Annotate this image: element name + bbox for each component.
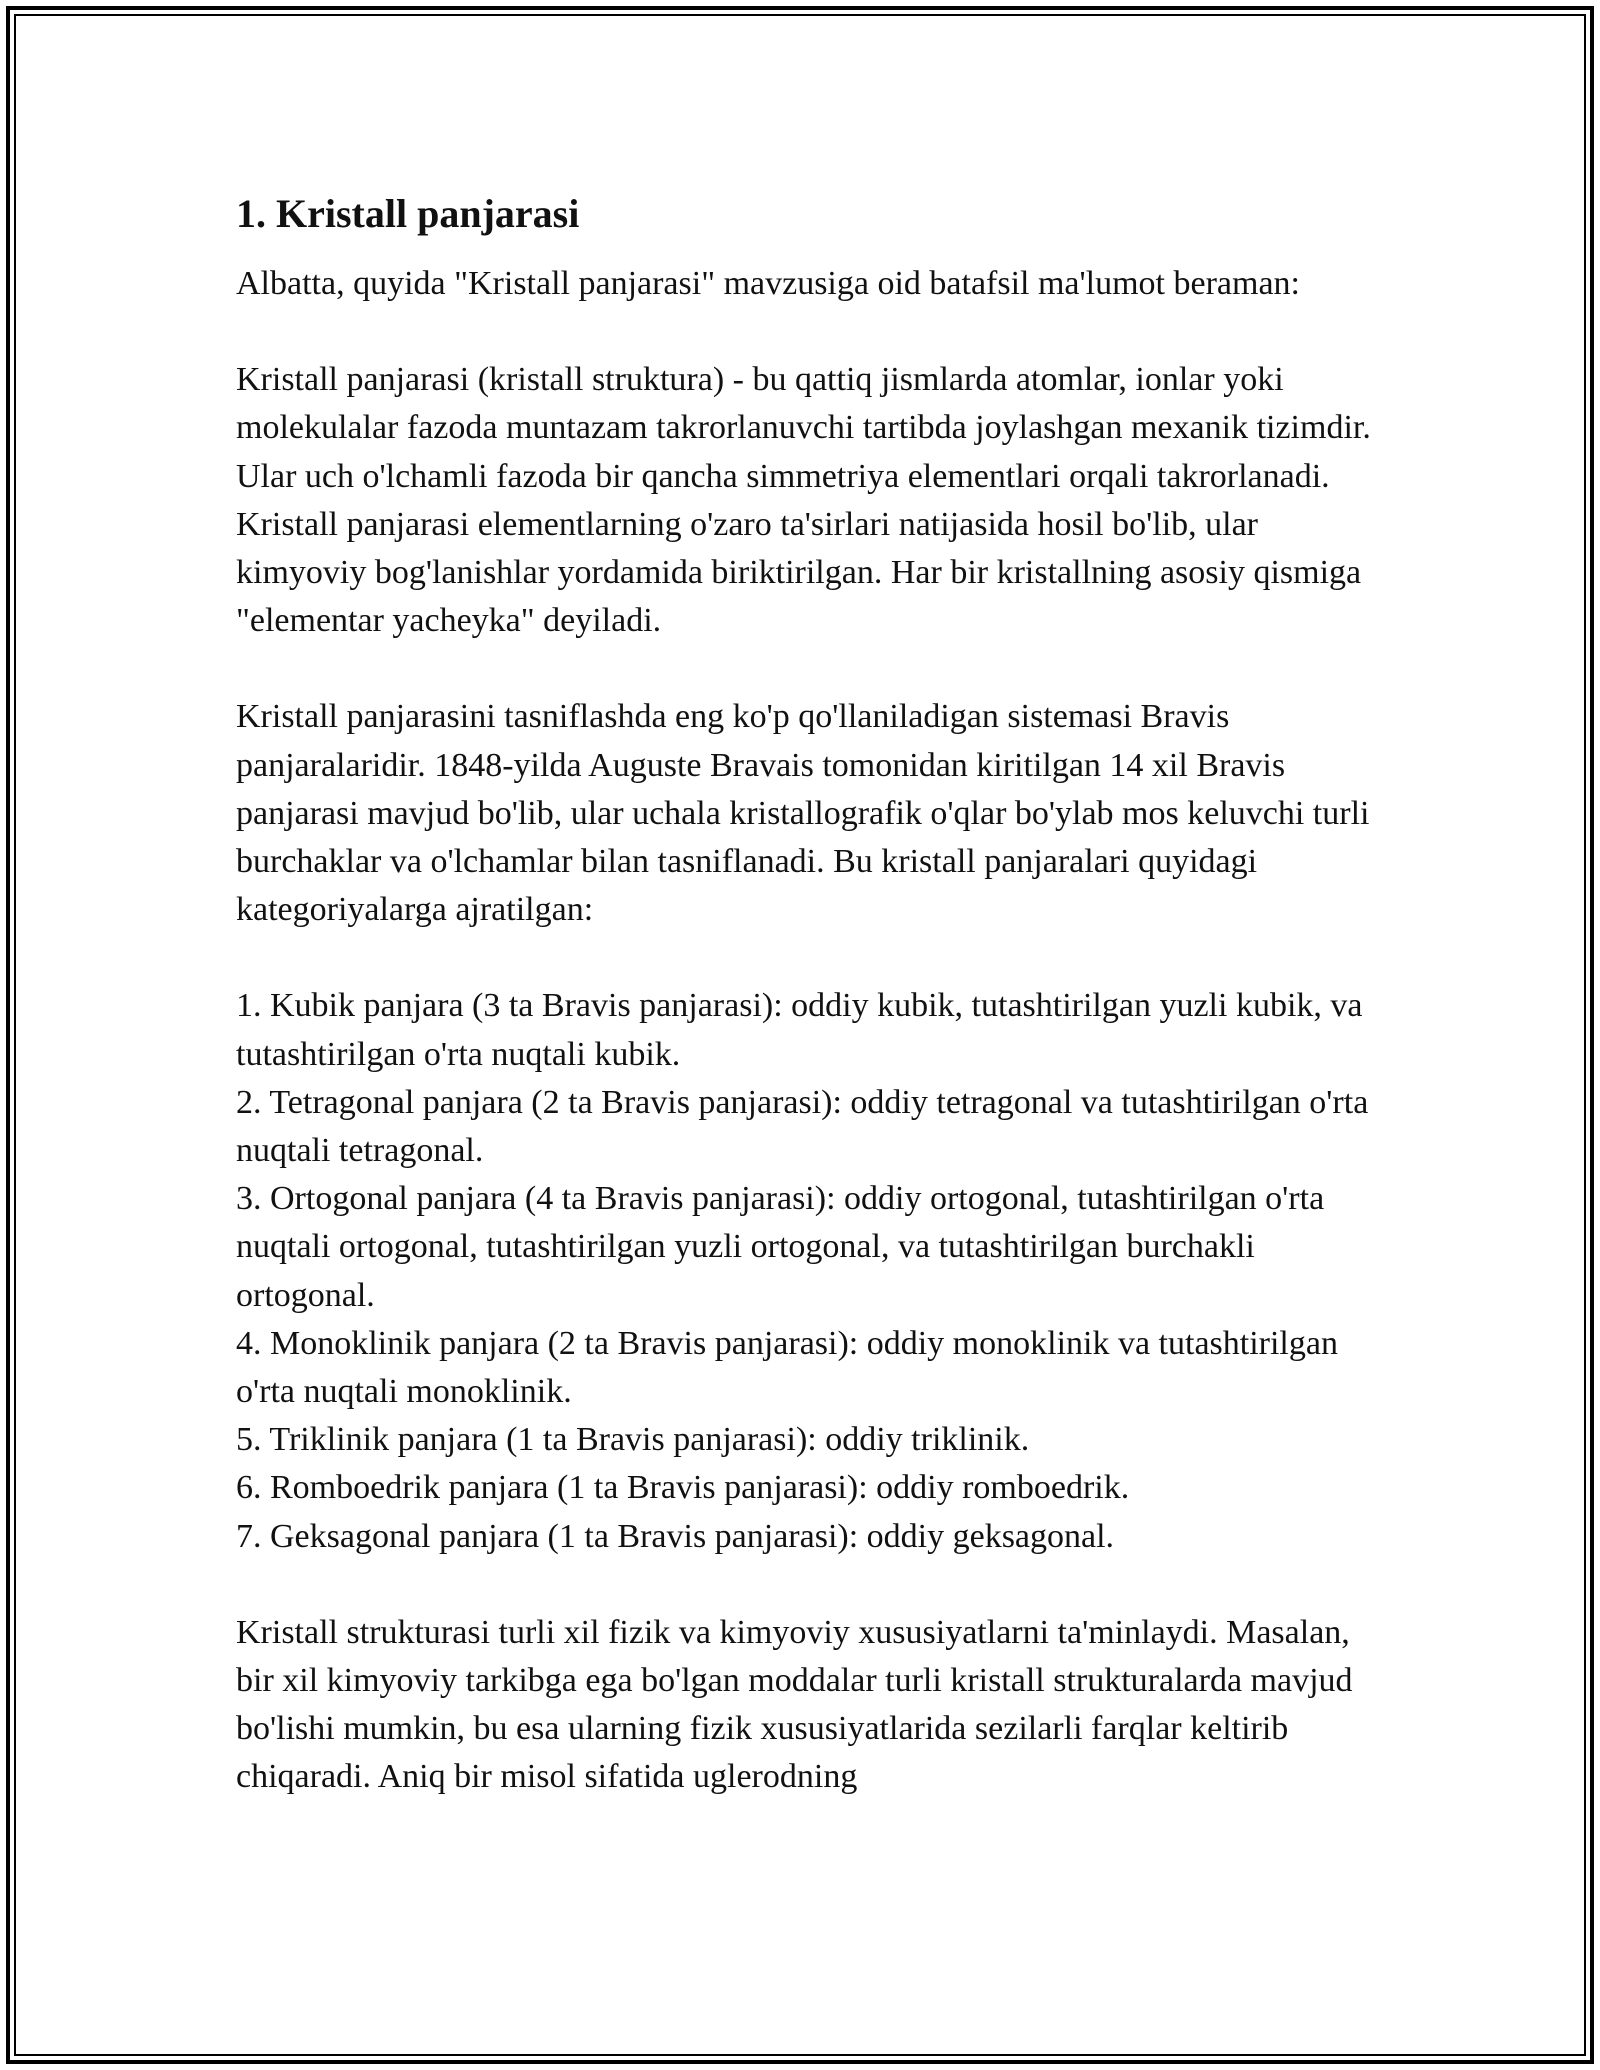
list-item-rhombohedral: 6. Romboedrik panjara (1 ta Bravis panjarasi): oddiy romboedrik. xyxy=(236,1469,1130,1507)
closing-paragraph: Kristall strukturasi turli xil fizik va kimyoviy xususiyatlarni ta'minlaydi. Masalan, bir xil kimyoviy tarkibga ega bo'lgan moddalar turli kristall strukturalarda mavjud bo'lishi mumkin, bu esa ularning fizik xususiyatlarida sezilarli farqlar keltirib chiqaradi. Aniq bir misol sifatida uglerodning xyxy=(236,1613,1353,1796)
list-item-cubic: 1. Kubik panjara (3 ta Bravis panjarasi): oddiy kubik, tutashtirilgan yuzli kubik, va tutashtirilgan o'rta nuqtali kubik. xyxy=(236,987,1363,1073)
section-heading: 1. Kristall panjarasi xyxy=(236,191,580,236)
definition-paragraph: Kristall panjarasi (kristall struktura) - bu qattiq jismlarda atomlar, ionlar yoki molekulalar fazoda muntazam takrorlanuvchi tartibda joylashgan mexanik tizimdir. Ular uch o'lchamli fazoda bir qancha simmetriya elementlari orqali takrorlanadi. Kristall panjarasi elementlarning o'zaro ta'sirlari natijasida hosil bo'lib, ular kimyoviy bog'lanishlar yordamida biriktirilgan. Har bir kristallning asosiy qismiga "elementar yacheyka" deyiladi. xyxy=(236,361,1371,640)
list-item-tetragonal: 2. Tetragonal panjara (2 ta Bravis panjarasi): oddiy tetragonal va tutashtirilgan o'rta nuqtali tetragonal. xyxy=(236,1083,1369,1170)
classification-paragraph: Kristall panjarasini tasniflashda eng ko'p qo'llaniladigan sistemasi Bravis panjaralaridir. 1848-yilda Auguste Bravais tomonidan kiritilgan 14 xil Bravis panjarasi mavjud bo'lib, ular uchala kristallografik o'qlar bo'ylab mos keluvchi turli burchaklar va o'lchamlar bilan tasniflanadi. Bu kristall panjaralari quyidagi kategoriyalarga ajratilgan: xyxy=(236,698,1370,929)
document-body xyxy=(236,186,1386,1850)
list-item-triclinic: 5. Triklinik panjara (1 ta Bravis panjarasi): oddiy triklinik. xyxy=(236,1421,1030,1459)
list-item-orthogonal: 3. Ortogonal panjara (4 ta Bravis panjarasi): oddiy ortogonal, tutashtirilgan o'rta nuqtali ortogonal, tutashtirilgan yuzli ortogonal, va tutashtirilgan burchakli ortogonal. xyxy=(236,1180,1325,1314)
intro-paragraph: Albatta, quyida "Kristall panjarasi" mavzusiga oid batafsil ma'lumot beraman: xyxy=(236,265,1300,302)
list-item-monoclinic: 4. Monoklinik panjara (2 ta Bravis panjarasi): oddiy monoklinik va tutashtirilgan o'rta nuqtali monoklinik. xyxy=(236,1324,1338,1411)
list-item-hexagonal: 7. Geksagonal panjara (1 ta Bravis panjarasi): oddiy geksagonal. xyxy=(236,1517,1115,1555)
lattice-type-list xyxy=(236,982,1386,1560)
